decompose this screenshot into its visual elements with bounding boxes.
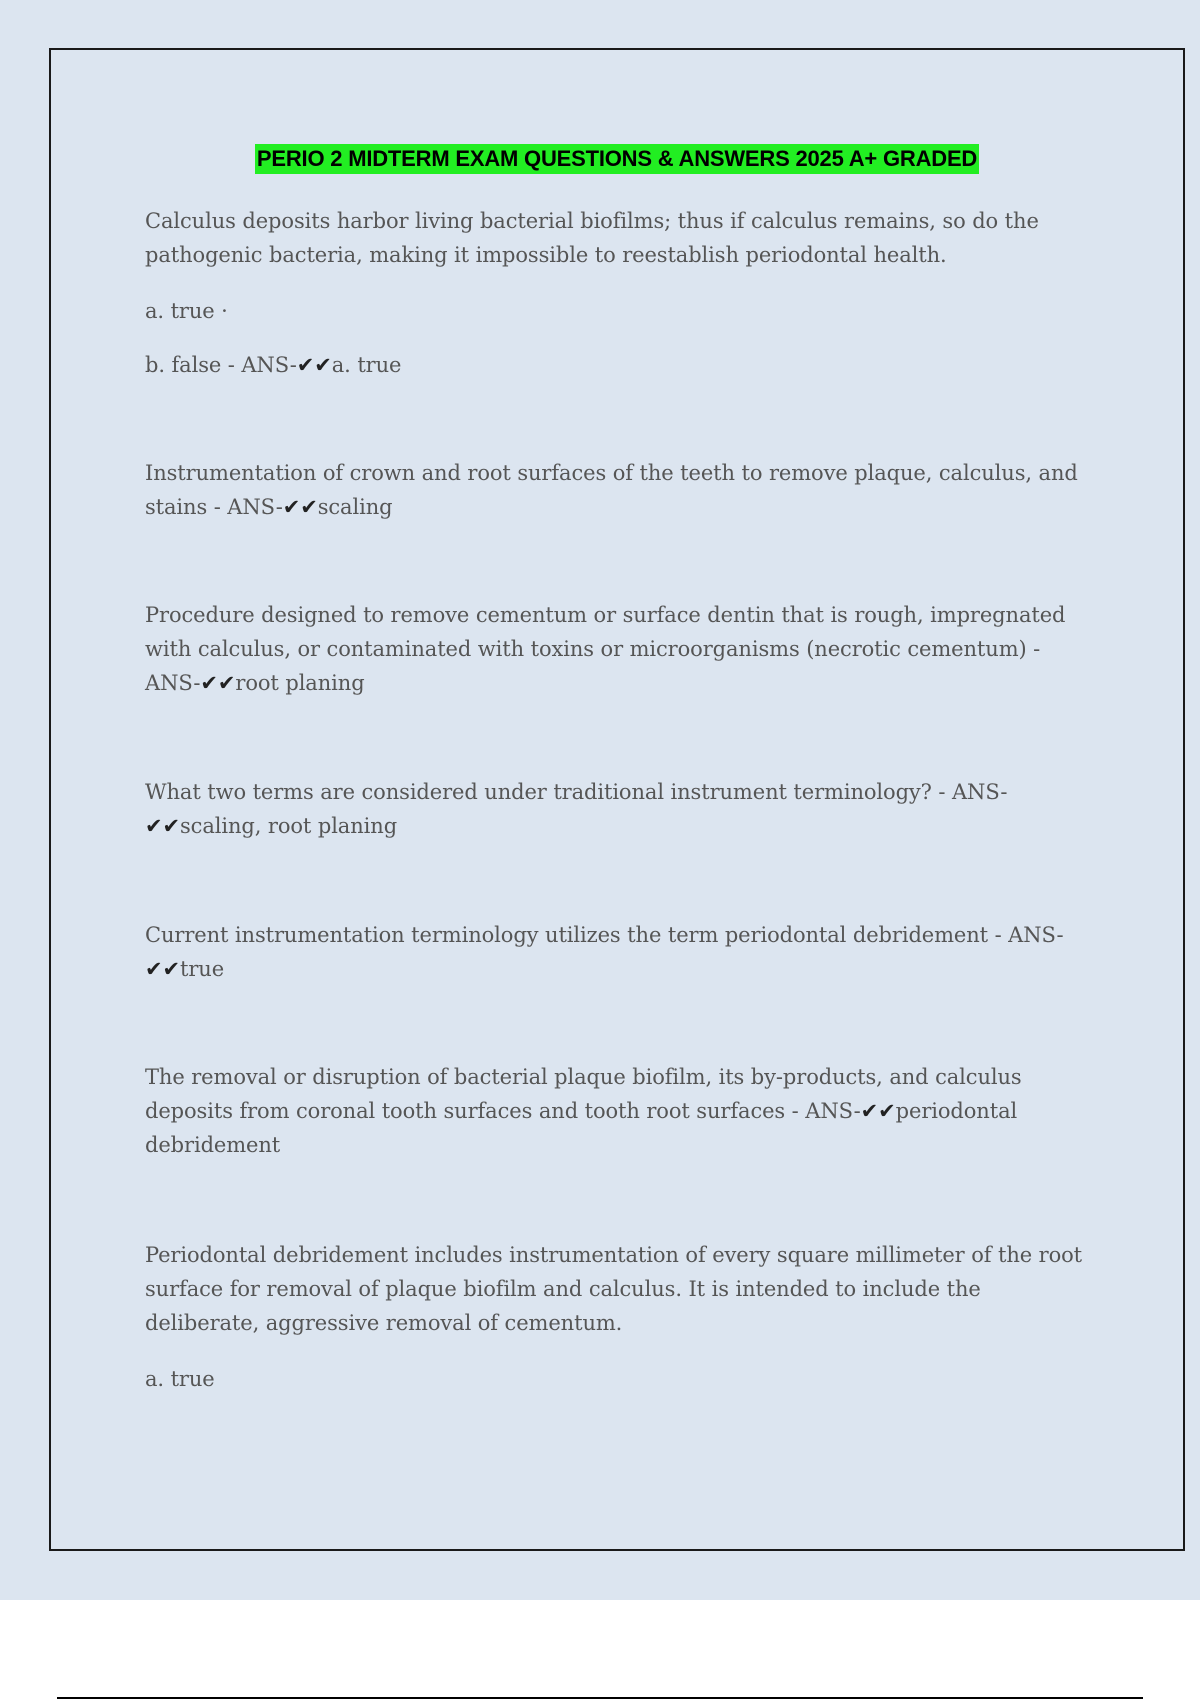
question-answer-block	[145, 918, 1085, 986]
question-answer-block	[145, 1060, 1085, 1162]
double-check-icon: ✔✔	[296, 353, 332, 377]
double-check-icon: ✔✔	[860, 1099, 896, 1123]
document-title: PERIO 2 MIDTERM EXAM QUESTIONS & ANSWERS 2025 A+ GRADED	[255, 144, 979, 174]
question-text: Procedure designed to remove cementum or surface dentin that is rough, impregnated with calculus, or contaminated with toxins or microorganisms (necrotic cementum) - ANS-	[145, 603, 1066, 695]
question-text: Current instrumentation terminology utilizes the term periodontal debridement - ANS-	[145, 923, 1064, 947]
double-check-icon: ✔✔	[145, 957, 180, 981]
answer-text: periodontal debridement	[145, 1099, 1018, 1157]
answer-line	[145, 348, 1085, 382]
double-check-icon: ✔✔	[200, 671, 236, 695]
answer-text: true	[180, 957, 225, 981]
question-text: The removal or disruption of bacterial plaque biofilm, its by-products, and calculus deposits from coronal tooth surfaces and tooth root surfaces - ANS-	[145, 1065, 1022, 1123]
question-answer-block	[145, 775, 1085, 843]
question-text: What two terms are considered under traditional instrument terminology? - ANS-	[145, 780, 1008, 804]
question-text: Instrumentation of crown and root surfaces of the teeth to remove plaque, calculus, and stains - ANS-	[145, 461, 1078, 519]
option-a: a. true ·	[145, 299, 228, 323]
option-b: b. false - ANS-	[145, 353, 297, 377]
question-answer-block	[145, 598, 1085, 700]
question-text: Calculus deposits harbor living bacterial biofilms; thus if calculus remains, so do the pathogenic bacteria, making it impossible to reestablish periodontal health.	[145, 209, 1039, 267]
answer-text: root planing	[235, 671, 365, 695]
double-check-icon: ✔✔	[282, 495, 318, 519]
footer-divider	[57, 1697, 1143, 1699]
title-container	[0, 144, 1200, 174]
question-text: Periodontal debridement includes instrumentation of every square millimeter of the root surface for removal of plaque biofilm and calculus. It is intended to include the deliberate, aggressive removal of cementum.	[145, 1243, 1083, 1335]
answer-text: scaling, root planing	[180, 814, 398, 838]
double-check-icon: ✔✔	[145, 814, 180, 838]
answer-text: scaling	[317, 495, 393, 519]
answer-text: a. true	[331, 353, 402, 377]
option-a: a. true	[145, 1367, 215, 1391]
question-answer-block	[145, 456, 1085, 524]
